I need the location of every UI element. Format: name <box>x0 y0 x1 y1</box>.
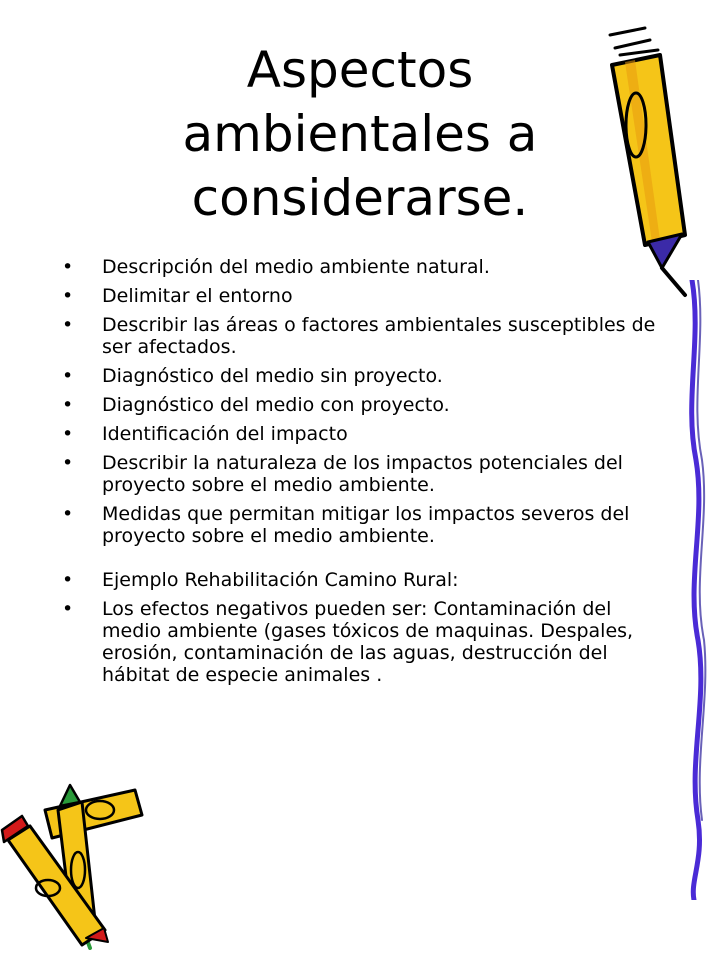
bullet-marker: • <box>62 423 74 445</box>
bullet-marker: • <box>62 452 74 474</box>
bullet-marker: • <box>62 256 74 278</box>
list-item: • Diagnóstico del medio sin proyecto. <box>62 365 443 387</box>
bullet-marker: • <box>62 314 74 336</box>
bullet-marker: • <box>62 569 74 591</box>
pencil-icon <box>590 10 700 300</box>
list-item: • Diagnóstico del medio con proyecto. <box>62 394 450 416</box>
list-item: • Identificación del impacto <box>62 423 348 445</box>
list-item: • Describir la naturaleza de los impactos potenciales del proyecto sobre el medio ambiente. <box>62 452 623 496</box>
crayon-icon <box>0 770 160 950</box>
bullet-marker: • <box>62 598 74 620</box>
slide-title: Aspectos ambientales a considerarse. <box>182 41 538 227</box>
list-item: • Los efectos negativos pueden ser: Contaminación del medio ambiente (gases tóxicos de maquinas. Despales, erosión, contaminación de las aguas, destrucción del hábitat de especie animales . <box>62 598 634 686</box>
margin-line-icon <box>680 280 710 900</box>
list-item: • Medidas que permitan mitigar los impactos severos del proyecto sobre el medio ambiente. <box>62 503 630 547</box>
bullet-marker: • <box>62 503 74 525</box>
bullet-marker: • <box>62 394 74 416</box>
list-item: • Descripción del medio ambiente natural. <box>62 256 490 278</box>
bullet-marker: • <box>62 285 74 307</box>
bullet-marker: • <box>62 365 74 387</box>
list-item: • Describir las áreas o factores ambientales susceptibles de ser afectados. <box>62 314 656 358</box>
bullet-list <box>62 256 662 693</box>
list-item: • Delimitar el entorno <box>62 285 293 307</box>
list-item: • Ejemplo Rehabilitación Camino Rural: <box>62 569 459 591</box>
